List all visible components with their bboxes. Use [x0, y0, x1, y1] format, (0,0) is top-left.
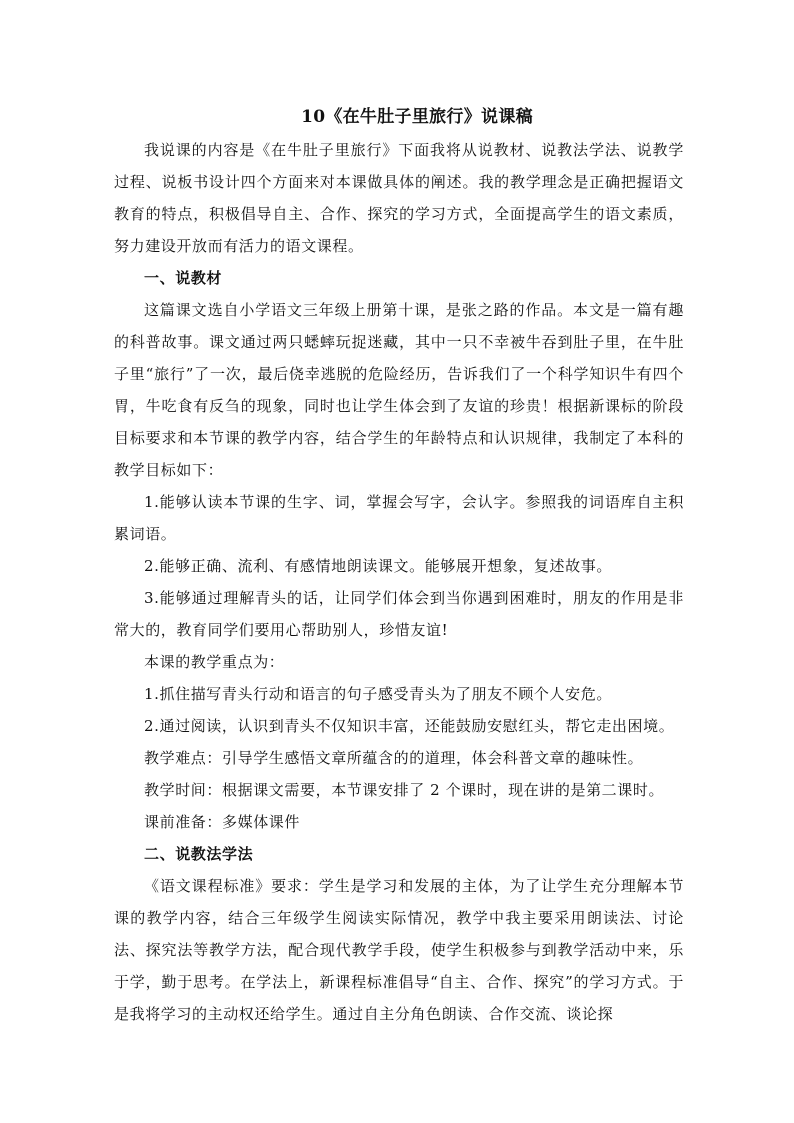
key-point-1: 1.抓住描写青头行动和语言的句子感受青头为了朋友不顾个人安危。: [144, 685, 612, 703]
section-heading-methods: 二、说教法学法: [144, 845, 254, 863]
key-point-2: 2.通过阅读，认识到青头不仅知识丰富，还能鼓励安慰红头，帮它走出困境。: [144, 717, 675, 735]
goal-item-1: 1.能够认读本节课的生字、词，掌握会写字，会认字。参照我的词语库自主积累词语。: [114, 493, 684, 543]
goal-item-3: 3.能够通过理解青头的话，让同学们体会到当你遇到困难时，朋友的作用是非常大的，教育同学们要用心帮助别人，珍惜友谊!: [114, 589, 684, 639]
preparation-paragraph: 课前准备：多媒体课件: [144, 813, 301, 831]
section-heading-textbook: 一、说教材: [144, 269, 223, 287]
difficulty-paragraph: 教学难点：引导学生感悟文章所蕴含的的道理，体会科普文章的趣味性。: [144, 749, 644, 767]
goal-item-2: 2.能够正确、流利、有感情地朗读课文。能够展开想象，复述故事。: [144, 557, 612, 575]
time-paragraph: 教学时间：根据课文需要，本节课安排了 2 个课时，现在讲的是第二课时。: [144, 781, 665, 799]
textbook-paragraph: 这篇课文选自小学语文三年级上册第十课，是张之路的作品。本文是一篇有趣的科普故事。课文通过两只蟋蟀玩捉迷藏，其中一只不幸被牛吞到肚子里，在牛肚子里“旅行”了一次，最后侥幸逃脱的危险经历，告诉我们了一个科学知识牛有四个胃，牛吃食有反刍的现象，同时也让学生体会到了友谊的珍贵！根据新课标的阶段目标要求和本节课的教学内容，结合学生的年龄特点和认识规律，我制定了本科的教学目标如下：: [114, 301, 684, 479]
key-points-label: 本课的教学重点为：: [144, 653, 285, 671]
methods-paragraph: 《语文课程标准》要求：学生是学习和发展的主体，为了让学生充分理解本节课的教学内容，结合三年级学生阅读实际情况，教学中我主要采用朗读法、讨论法、探究法等教学方法，配合现代教学手段，使学生积极参与到教学活动中来，乐于学，勤于思考。在学法上，新课程标准倡导“自主、合作、探究”的学习方式。于是我将学习的主动权还给学生。通过自主分角色朗读、合作交流、谈论探: [114, 877, 684, 1023]
document-title: 10《在牛肚子里旅行》说课稿: [301, 107, 533, 127]
intro-paragraph: 我说课的内容是《在牛肚子里旅行》下面我将从说教材、说教法学法、说教学过程、说板书设计四个方面来对本课做具体的阐述。我的教学理念是正确把握语文教育的特点，积极倡导自主、合作、探究的学习方式，全面提高学生的语文素质，努力建设开放而有活力的语文课程。: [114, 141, 684, 255]
